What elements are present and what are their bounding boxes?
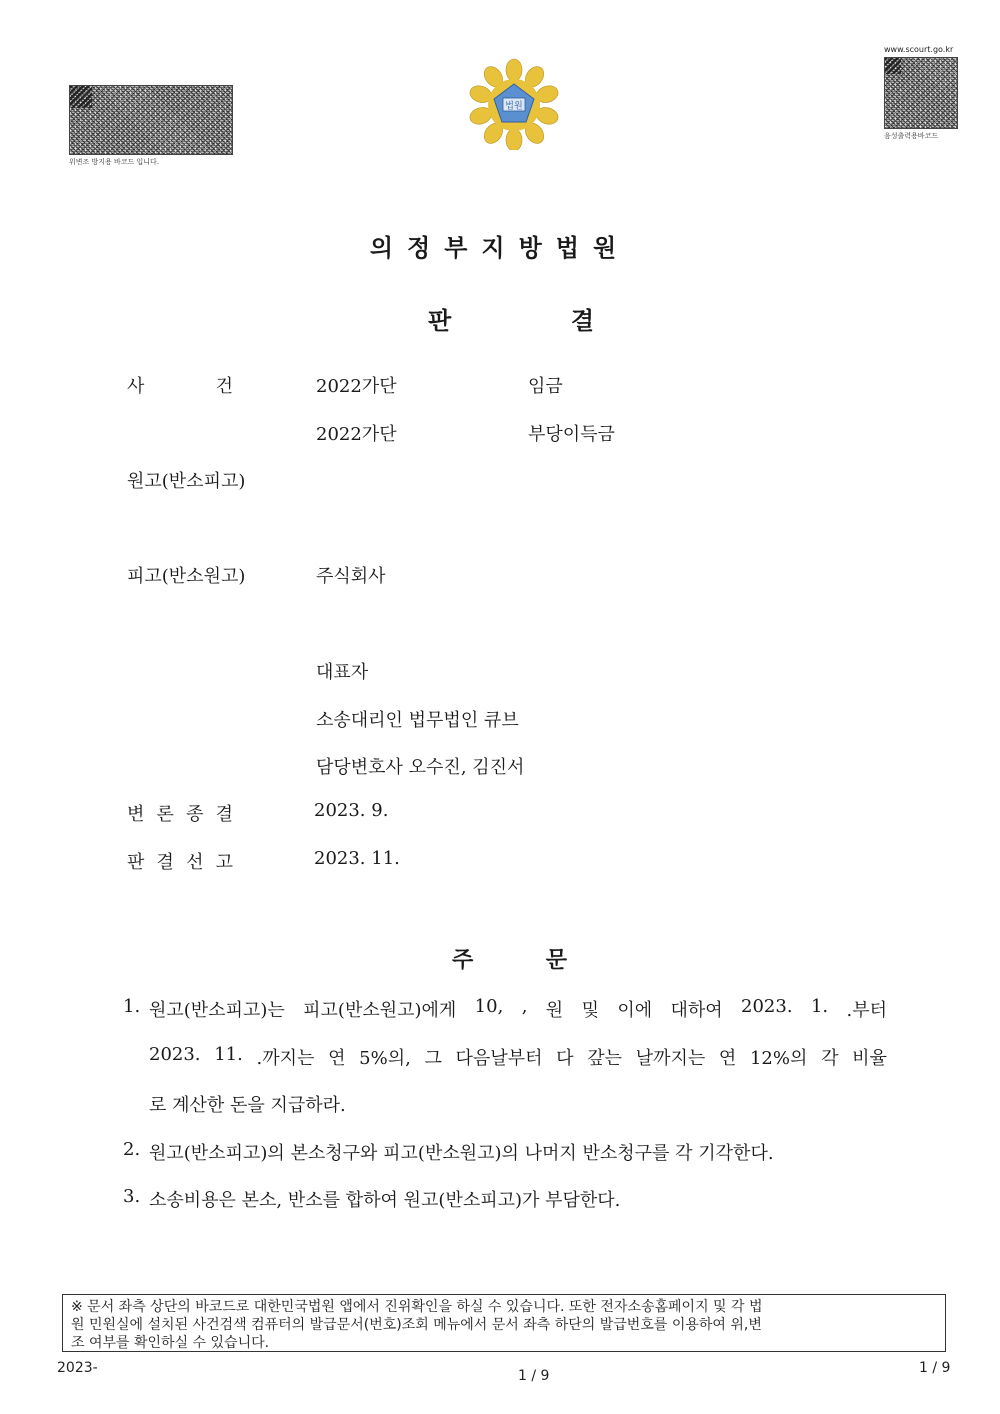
page-number-right: 1 / 9	[919, 1360, 951, 1376]
order-word: 원고(반소피고)는	[149, 1000, 285, 1021]
case-title: 임금	[528, 376, 563, 397]
case-label-char: 건	[215, 376, 233, 397]
order-item-number: 3.	[123, 1186, 141, 1207]
defendant-name: 주식회사	[316, 566, 386, 587]
order-word: .까지는	[256, 1048, 315, 1069]
order-word: 각	[821, 1048, 839, 1069]
authenticity-barcode	[69, 85, 233, 155]
order-item-line: 원고(반소피고)의 본소청구와 피고(반소원고)의 나머지 반소청구를 각 기각한다.	[149, 1143, 774, 1164]
order-item-line: 소송비용은 본소, 반소를 합하여 원고(반소피고)가 부담한다.	[149, 1190, 621, 1211]
order-word: 비율	[852, 1048, 887, 1069]
issue-number: 2023-	[57, 1360, 98, 1376]
order-item-number: 2.	[123, 1139, 141, 1160]
case-title: 부당이득금	[528, 424, 615, 445]
counsel: 소송대리인 법무법인 큐브	[316, 710, 519, 731]
order-word: 10,	[474, 996, 504, 1017]
page-number: 1 / 9	[518, 1368, 550, 1384]
order-word: 2023.	[741, 996, 793, 1017]
order-word: 1.	[810, 996, 829, 1017]
closing-date: 2023. 9.	[314, 800, 389, 821]
order-word: 12%의	[749, 1048, 808, 1069]
closing-label	[127, 800, 233, 826]
judgment-label-char: 결	[156, 852, 174, 873]
judgment-label-char: 판	[127, 852, 145, 873]
order-word: 11.	[214, 1044, 243, 1065]
court-name: 의정부지방법원	[369, 234, 631, 262]
closing-label-char: 결	[215, 804, 233, 825]
order-title	[452, 943, 567, 974]
order-word: 다	[556, 1048, 574, 1069]
document-title-char: 판	[428, 307, 452, 335]
order-item-number: 1.	[123, 996, 141, 1017]
order-word: 및	[581, 1000, 599, 1021]
closing-label-char: 론	[156, 804, 174, 825]
order-word: 2023.	[149, 1044, 201, 1065]
order-word: 연	[718, 1048, 737, 1069]
judgment-date: 2023. 11.	[314, 848, 400, 869]
case-number: 2022가단	[316, 424, 397, 445]
order-word: 5%의,	[359, 1048, 411, 1069]
case-label-char: 사	[127, 376, 145, 397]
document-title	[428, 301, 594, 336]
order-word: 날까지는	[635, 1048, 706, 1069]
representative: 대표자	[316, 662, 369, 683]
case-label	[127, 372, 233, 398]
court-seal-icon	[467, 58, 561, 150]
judgment-label-char: 고	[215, 852, 233, 873]
order-word: 갚는	[587, 1048, 623, 1069]
barcode-caption: 위변조 방지용 바코드 입니다.	[69, 158, 160, 166]
order-word: 그	[424, 1048, 442, 1069]
order-word: 대하여	[670, 1000, 723, 1021]
notice-line: 조 여부를 확인하실 수 있습니다.	[71, 1335, 270, 1351]
voice-output-barcode	[884, 57, 958, 129]
closing-label-char: 변	[127, 804, 145, 825]
plaintiff-label: 원고(반소피고)	[127, 471, 246, 492]
notice-line: 원 민원실에 설치된 사건검색 컴퓨터의 발급문서(번호)조회 메뉴에서 문서 좌측 하단의 발급번호를 이용하여 위,변	[71, 1317, 762, 1333]
seal-text: 법원	[505, 101, 523, 112]
order-word: 연	[328, 1048, 346, 1069]
judgment-label	[127, 848, 233, 874]
defendant-label: 피고(반소원고)	[127, 566, 246, 587]
closing-label-char: 종	[186, 804, 204, 825]
notice-line: ※ 문서 좌측 상단의 바코드로 대한민국법원 앱에서 진위확인을 하실 수 있습니다. 또한 전자소송홈페이지 및 각 법	[71, 1299, 763, 1315]
document-title-char: 결	[570, 307, 594, 335]
verification-notice	[62, 1294, 946, 1352]
order-title-char: 주	[452, 948, 474, 973]
order-item-line	[149, 996, 887, 1022]
judgment-label-char: 선	[186, 852, 204, 873]
order-word: 피고(반소원고)에게	[303, 1000, 457, 1021]
attorneys: 담당변호사 오수진, 김진서	[316, 757, 525, 778]
order-title-char: 문	[545, 948, 567, 973]
voice-barcode-caption: 음성출력용바코드	[884, 132, 939, 140]
order-word: 다음날부터	[455, 1048, 543, 1069]
order-word: 원	[545, 1000, 564, 1021]
order-word: .부터	[846, 1000, 887, 1021]
order-word: ,	[521, 996, 528, 1017]
site-url: www.scourt.go.kr	[884, 45, 954, 54]
order-item-line	[149, 1044, 887, 1070]
order-item-line: 로 계산한 돈을 지급하라.	[149, 1095, 346, 1116]
order-word: 이에	[617, 1000, 653, 1021]
case-number: 2022가단	[316, 376, 397, 397]
